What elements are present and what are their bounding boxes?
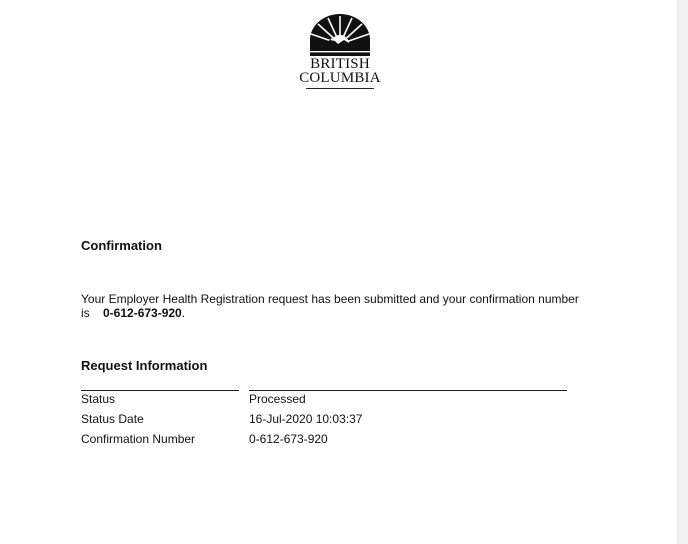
confirmation-message: [81, 292, 641, 320]
logo-text-columbia: COLUMBIA: [299, 70, 381, 86]
viewer-scroll-gutter: [677, 0, 688, 544]
confirmation-number: 0-612-673-920: [103, 306, 182, 320]
confirmation-number-value: 0-612-673-920: [249, 432, 328, 446]
confirmation-message-is: is: [81, 306, 90, 320]
logo-text-british: BRITISH: [310, 56, 370, 72]
status-date-value: 16-Jul-2020 10:03:37: [249, 412, 363, 426]
confirmation-heading: Confirmation: [81, 238, 162, 253]
value-column-rule: [249, 390, 567, 391]
bc-sun-mountain-logo-icon: [308, 14, 372, 56]
confirmation-message-line2: [81, 306, 641, 320]
status-date-label: Status Date: [81, 412, 144, 426]
bc-logo: [298, 14, 382, 90]
status-label: Status: [81, 392, 116, 406]
status-value: Processed: [249, 392, 306, 406]
confirmation-number-label: Confirmation Number: [81, 432, 196, 446]
label-column-rule: [81, 390, 239, 391]
confirmation-message-text: Your Employer Health Registration request has been submitted and your confirmation number: [81, 292, 579, 306]
request-information-heading: Request Information: [81, 358, 208, 373]
confirmation-message-end: .: [181, 306, 186, 320]
logo-underline: [306, 88, 374, 89]
